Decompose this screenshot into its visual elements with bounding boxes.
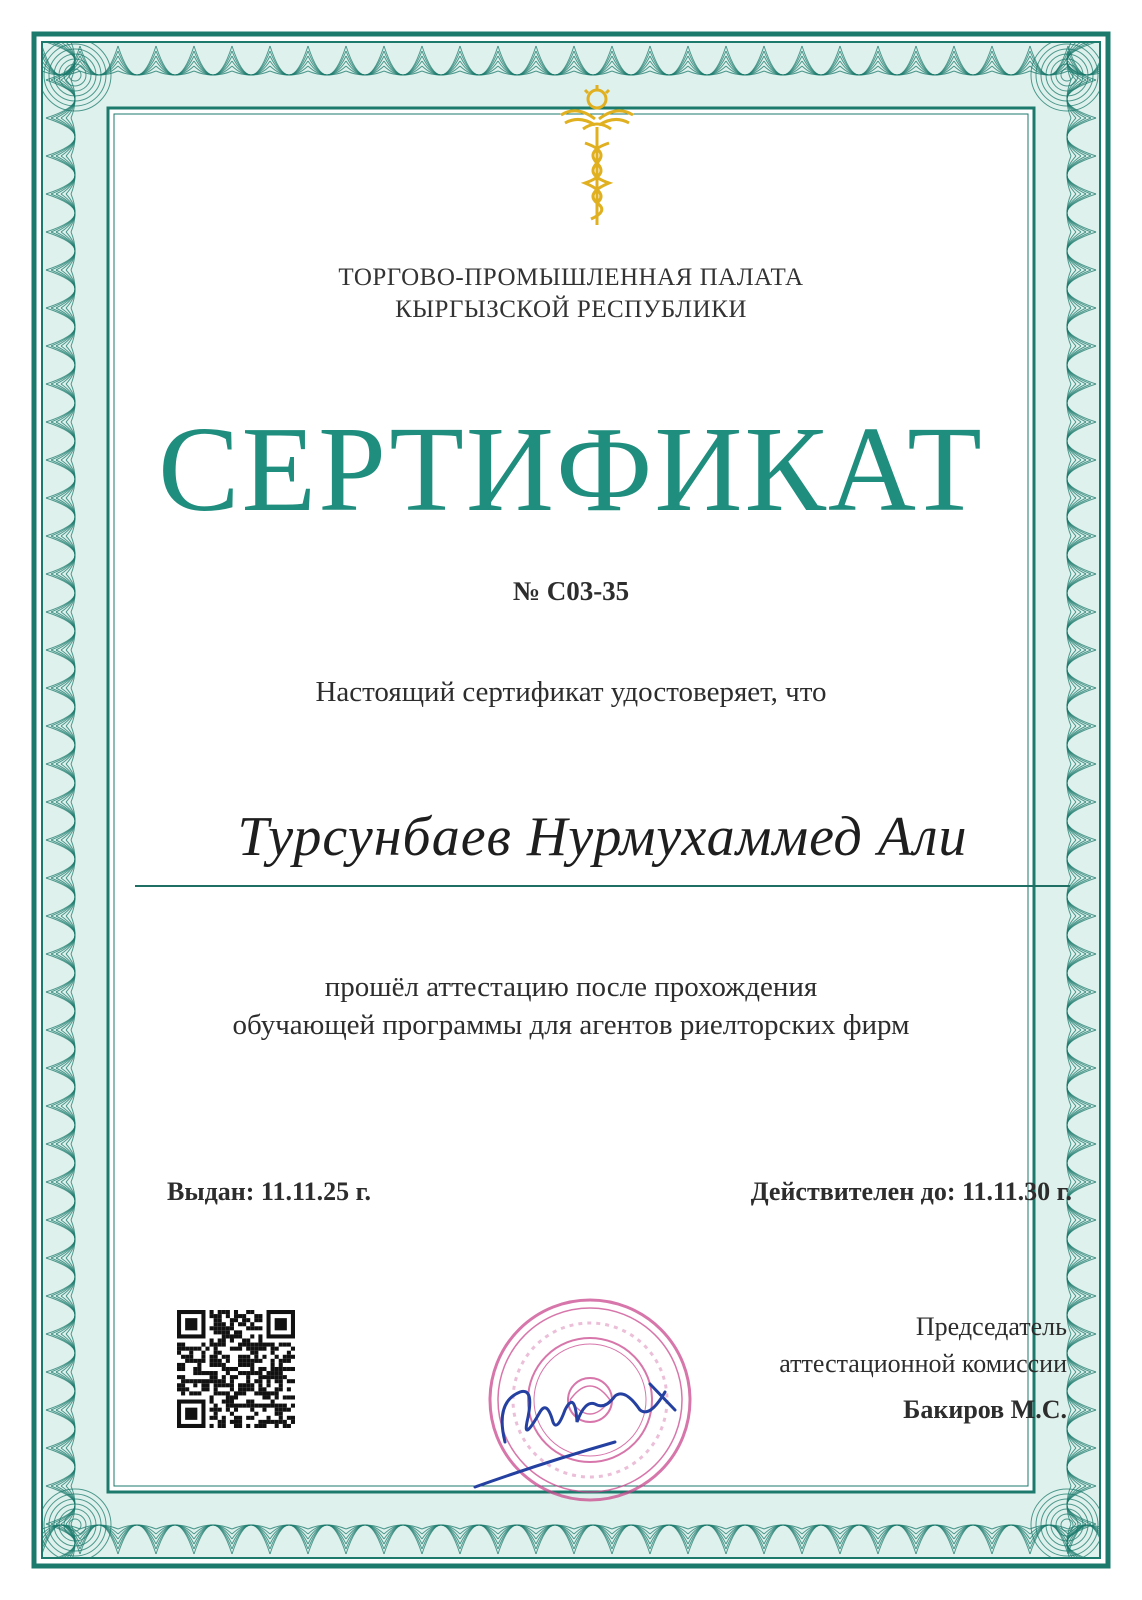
name-underline: [135, 885, 1070, 887]
certificate-title: СЕРТИФИКАТ: [158, 402, 984, 537]
certifies-text: Настоящий сертификат удостоверяет, что: [315, 676, 827, 708]
signatory-name: Бакиров М.С.: [903, 1395, 1067, 1424]
signatory-title: [779, 1308, 1067, 1382]
issued-date: Выдан: 11.11.25 г.: [167, 1177, 371, 1206]
qr-code-icon: [177, 1310, 295, 1428]
round-seal-stamp-icon: [465, 1292, 705, 1512]
organization-line-2: КЫРГЫЗСКОЙ РЕСПУБЛИКИ: [395, 296, 747, 323]
caduceus-emblem-icon: [555, 85, 639, 229]
organization-line-1: ТОРГОВО-ПРОМЫШЛЕННАЯ ПАЛАТА: [338, 264, 804, 291]
certificate-number: № С03-35: [512, 576, 630, 606]
organization-name: [0, 262, 1142, 326]
signature-stroke: [475, 1384, 675, 1487]
program-description: [0, 968, 1142, 1044]
program-line-1: прошёл аттестацию после прохождения: [324, 971, 818, 1003]
valid-until-date: Действителен до: 11.11.30 г.: [750, 1177, 1072, 1206]
signatory-title-line-1: Председатель: [915, 1312, 1067, 1341]
signatory-title-line-2: аттестационной комиссии: [779, 1349, 1067, 1378]
holder-name: Турсунбаев Нурмухаммед Али: [237, 806, 968, 868]
program-line-2: обучающей программы для агентов риелторских фирм: [232, 1009, 910, 1041]
